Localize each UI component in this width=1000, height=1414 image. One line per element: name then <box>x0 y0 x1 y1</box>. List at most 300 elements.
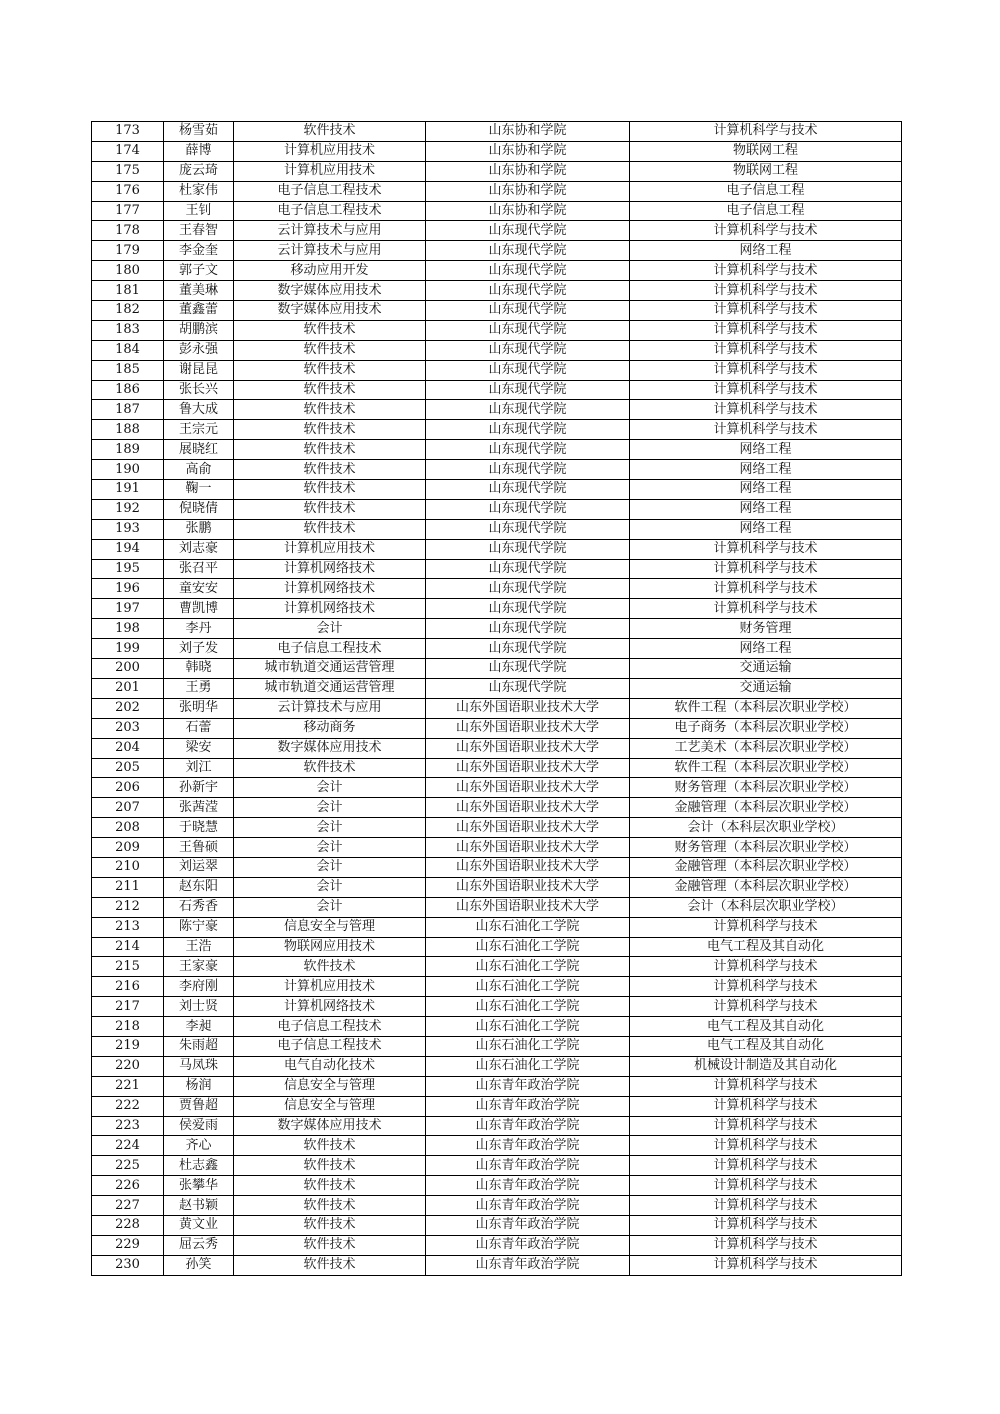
cell-undergraduate-school: 山东外国语职业技术大学 <box>426 877 630 897</box>
cell-vocational-major: 电子信息工程技术 <box>234 639 426 659</box>
table-row <box>92 340 902 360</box>
cell-serial-number: 181 <box>92 281 164 301</box>
cell-serial-number: 217 <box>92 997 164 1017</box>
table-row <box>92 838 902 858</box>
cell-undergraduate-major: 软件工程（本科层次职业学校） <box>630 758 902 778</box>
cell-serial-number: 186 <box>92 380 164 400</box>
table-row <box>92 738 902 758</box>
cell-student-name: 王浩 <box>164 937 234 957</box>
cell-undergraduate-major: 会计（本科层次职业学校） <box>630 818 902 838</box>
cell-student-name: 石秀香 <box>164 897 234 917</box>
cell-vocational-major: 计算机网络技术 <box>234 599 426 619</box>
cell-undergraduate-school: 山东现代学院 <box>426 499 630 519</box>
cell-undergraduate-major: 计算机科学与技术 <box>630 1196 902 1216</box>
cell-undergraduate-school: 山东外国语职业技术大学 <box>426 738 630 758</box>
table-row <box>92 1056 902 1076</box>
admission-roster-table <box>91 121 902 1276</box>
cell-vocational-major: 软件技术 <box>234 380 426 400</box>
table-row <box>92 320 902 340</box>
cell-student-name: 曹凯博 <box>164 599 234 619</box>
cell-undergraduate-major: 计算机科学与技术 <box>630 957 902 977</box>
cell-serial-number: 179 <box>92 241 164 261</box>
cell-undergraduate-school: 山东现代学院 <box>426 460 630 480</box>
cell-vocational-major: 数字媒体应用技术 <box>234 738 426 758</box>
table-row <box>92 579 902 599</box>
cell-undergraduate-school: 山东石油化工学院 <box>426 937 630 957</box>
cell-undergraduate-school: 山东石油化工学院 <box>426 1036 630 1056</box>
cell-serial-number: 188 <box>92 420 164 440</box>
cell-vocational-major: 软件技术 <box>234 340 426 360</box>
cell-vocational-major: 计算机应用技术 <box>234 977 426 997</box>
cell-vocational-major: 电子信息工程技术 <box>234 1017 426 1037</box>
cell-serial-number: 227 <box>92 1196 164 1216</box>
cell-undergraduate-major: 电子商务（本科层次职业学校） <box>630 718 902 738</box>
cell-serial-number: 174 <box>92 141 164 161</box>
cell-serial-number: 199 <box>92 639 164 659</box>
cell-vocational-major: 会计 <box>234 778 426 798</box>
cell-student-name: 董鑫蕾 <box>164 301 234 321</box>
table-row <box>92 798 902 818</box>
cell-undergraduate-major: 交通运输 <box>630 678 902 698</box>
cell-student-name: 李府刚 <box>164 977 234 997</box>
cell-undergraduate-major: 财务管理（本科层次职业学校） <box>630 778 902 798</box>
cell-undergraduate-major: 计算机科学与技术 <box>630 977 902 997</box>
cell-vocational-major: 城市轨道交通运营管理 <box>234 678 426 698</box>
cell-vocational-major: 数字媒体应用技术 <box>234 281 426 301</box>
cell-vocational-major: 软件技术 <box>234 1156 426 1176</box>
table-row <box>92 400 902 420</box>
cell-undergraduate-school: 山东青年政治学院 <box>426 1096 630 1116</box>
cell-serial-number: 229 <box>92 1235 164 1255</box>
table-row <box>92 141 902 161</box>
table-row <box>92 1036 902 1056</box>
cell-undergraduate-school: 山东石油化工学院 <box>426 997 630 1017</box>
cell-undergraduate-school: 山东青年政治学院 <box>426 1136 630 1156</box>
table-row <box>92 619 902 639</box>
cell-student-name: 李昶 <box>164 1017 234 1037</box>
cell-student-name: 鞠一 <box>164 480 234 500</box>
cell-undergraduate-school: 山东外国语职业技术大学 <box>426 857 630 877</box>
table-row <box>92 1116 902 1136</box>
cell-vocational-major: 信息安全与管理 <box>234 1096 426 1116</box>
cell-undergraduate-school: 山东现代学院 <box>426 659 630 679</box>
cell-serial-number: 206 <box>92 778 164 798</box>
cell-student-name: 杜家伟 <box>164 181 234 201</box>
cell-vocational-major: 软件技术 <box>234 499 426 519</box>
cell-undergraduate-major: 网络工程 <box>630 499 902 519</box>
cell-undergraduate-major: 计算机科学与技术 <box>630 1116 902 1136</box>
cell-undergraduate-major: 计算机科学与技术 <box>630 1215 902 1235</box>
cell-vocational-major: 会计 <box>234 897 426 917</box>
cell-vocational-major: 软件技术 <box>234 519 426 539</box>
cell-undergraduate-major: 计算机科学与技术 <box>630 1096 902 1116</box>
cell-vocational-major: 云计算技术与应用 <box>234 241 426 261</box>
cell-student-name: 张鹏 <box>164 519 234 539</box>
cell-undergraduate-school: 山东青年政治学院 <box>426 1176 630 1196</box>
cell-vocational-major: 电气自动化技术 <box>234 1056 426 1076</box>
cell-serial-number: 197 <box>92 599 164 619</box>
cell-student-name: 胡鹏滨 <box>164 320 234 340</box>
cell-vocational-major: 会计 <box>234 798 426 818</box>
cell-student-name: 朱雨超 <box>164 1036 234 1056</box>
cell-undergraduate-school: 山东石油化工学院 <box>426 1017 630 1037</box>
cell-vocational-major: 计算机应用技术 <box>234 539 426 559</box>
cell-undergraduate-school: 山东青年政治学院 <box>426 1255 630 1275</box>
roster-body <box>92 122 902 1276</box>
cell-serial-number: 222 <box>92 1096 164 1116</box>
table-row <box>92 1017 902 1037</box>
cell-serial-number: 224 <box>92 1136 164 1156</box>
cell-student-name: 孙新宇 <box>164 778 234 798</box>
table-row <box>92 1215 902 1235</box>
table-row <box>92 758 902 778</box>
table-row <box>92 122 902 142</box>
cell-student-name: 童安安 <box>164 579 234 599</box>
cell-undergraduate-major: 计算机科学与技术 <box>630 997 902 1017</box>
table-row <box>92 261 902 281</box>
cell-undergraduate-school: 山东协和学院 <box>426 161 630 181</box>
cell-undergraduate-major: 电气工程及其自动化 <box>630 1036 902 1056</box>
cell-student-name: 王钊 <box>164 201 234 221</box>
cell-serial-number: 189 <box>92 440 164 460</box>
cell-student-name: 张召平 <box>164 559 234 579</box>
cell-undergraduate-school: 山东外国语职业技术大学 <box>426 818 630 838</box>
cell-vocational-major: 数字媒体应用技术 <box>234 301 426 321</box>
cell-undergraduate-major: 网络工程 <box>630 241 902 261</box>
cell-vocational-major: 软件技术 <box>234 320 426 340</box>
cell-student-name: 王宗元 <box>164 420 234 440</box>
table-row <box>92 1136 902 1156</box>
cell-serial-number: 183 <box>92 320 164 340</box>
cell-vocational-major: 会计 <box>234 818 426 838</box>
cell-serial-number: 208 <box>92 818 164 838</box>
cell-serial-number: 218 <box>92 1017 164 1037</box>
cell-vocational-major: 软件技术 <box>234 1215 426 1235</box>
cell-undergraduate-school: 山东现代学院 <box>426 261 630 281</box>
cell-undergraduate-major: 计算机科学与技术 <box>630 1176 902 1196</box>
cell-serial-number: 225 <box>92 1156 164 1176</box>
cell-undergraduate-school: 山东现代学院 <box>426 480 630 500</box>
cell-undergraduate-major: 计算机科学与技术 <box>630 420 902 440</box>
cell-undergraduate-school: 山东现代学院 <box>426 221 630 241</box>
cell-serial-number: 230 <box>92 1255 164 1275</box>
cell-student-name: 贾鲁超 <box>164 1096 234 1116</box>
cell-serial-number: 202 <box>92 698 164 718</box>
cell-serial-number: 182 <box>92 301 164 321</box>
cell-undergraduate-major: 计算机科学与技术 <box>630 360 902 380</box>
cell-student-name: 王春智 <box>164 221 234 241</box>
cell-student-name: 陈宁豪 <box>164 917 234 937</box>
table-row <box>92 1176 902 1196</box>
cell-undergraduate-school: 山东现代学院 <box>426 519 630 539</box>
cell-undergraduate-school: 山东现代学院 <box>426 559 630 579</box>
cell-undergraduate-major: 计算机科学与技术 <box>630 539 902 559</box>
cell-undergraduate-major: 机械设计制造及其自动化 <box>630 1056 902 1076</box>
cell-undergraduate-school: 山东石油化工学院 <box>426 1056 630 1076</box>
table-row <box>92 937 902 957</box>
cell-serial-number: 212 <box>92 897 164 917</box>
cell-undergraduate-major: 网络工程 <box>630 460 902 480</box>
cell-serial-number: 228 <box>92 1215 164 1235</box>
table-row <box>92 957 902 977</box>
cell-undergraduate-major: 计算机科学与技术 <box>630 380 902 400</box>
cell-undergraduate-major: 财务管理 <box>630 619 902 639</box>
cell-vocational-major: 城市轨道交通运营管理 <box>234 659 426 679</box>
table-row <box>92 997 902 1017</box>
cell-student-name: 刘江 <box>164 758 234 778</box>
table-row <box>92 977 902 997</box>
cell-serial-number: 220 <box>92 1056 164 1076</box>
cell-student-name: 张攀华 <box>164 1176 234 1196</box>
cell-undergraduate-school: 山东青年政治学院 <box>426 1156 630 1176</box>
table-row <box>92 659 902 679</box>
cell-undergraduate-major: 物联网工程 <box>630 161 902 181</box>
table-row <box>92 301 902 321</box>
cell-vocational-major: 软件技术 <box>234 1235 426 1255</box>
table-row <box>92 599 902 619</box>
cell-undergraduate-major: 计算机科学与技术 <box>630 1156 902 1176</box>
cell-student-name: 杨润 <box>164 1076 234 1096</box>
cell-undergraduate-major: 网络工程 <box>630 519 902 539</box>
cell-undergraduate-major: 金融管理（本科层次职业学校） <box>630 877 902 897</box>
table-row <box>92 519 902 539</box>
cell-undergraduate-major: 计算机科学与技术 <box>630 320 902 340</box>
cell-serial-number: 200 <box>92 659 164 679</box>
cell-student-name: 梁安 <box>164 738 234 758</box>
cell-serial-number: 196 <box>92 579 164 599</box>
table-row <box>92 380 902 400</box>
table-row <box>92 778 902 798</box>
cell-vocational-major: 软件技术 <box>234 1255 426 1275</box>
cell-student-name: 赵东阳 <box>164 877 234 897</box>
cell-undergraduate-school: 山东协和学院 <box>426 181 630 201</box>
cell-undergraduate-major: 计算机科学与技术 <box>630 221 902 241</box>
table-row <box>92 1196 902 1216</box>
cell-undergraduate-major: 计算机科学与技术 <box>630 1255 902 1275</box>
table-row <box>92 221 902 241</box>
cell-serial-number: 210 <box>92 857 164 877</box>
cell-undergraduate-major: 计算机科学与技术 <box>630 261 902 281</box>
cell-undergraduate-school: 山东石油化工学院 <box>426 957 630 977</box>
cell-student-name: 高俞 <box>164 460 234 480</box>
cell-student-name: 赵书颖 <box>164 1196 234 1216</box>
cell-student-name: 齐心 <box>164 1136 234 1156</box>
cell-serial-number: 185 <box>92 360 164 380</box>
cell-vocational-major: 会计 <box>234 857 426 877</box>
cell-undergraduate-major: 电气工程及其自动化 <box>630 937 902 957</box>
cell-student-name: 倪晓倩 <box>164 499 234 519</box>
cell-undergraduate-major: 交通运输 <box>630 659 902 679</box>
cell-vocational-major: 计算机网络技术 <box>234 579 426 599</box>
cell-undergraduate-major: 会计（本科层次职业学校） <box>630 897 902 917</box>
cell-vocational-major: 会计 <box>234 619 426 639</box>
cell-vocational-major: 计算机网络技术 <box>234 997 426 1017</box>
cell-undergraduate-major: 计算机科学与技术 <box>630 1076 902 1096</box>
cell-undergraduate-school: 山东现代学院 <box>426 420 630 440</box>
cell-student-name: 于晓慧 <box>164 818 234 838</box>
table-row <box>92 698 902 718</box>
table-row <box>92 161 902 181</box>
table-row <box>92 559 902 579</box>
cell-serial-number: 221 <box>92 1076 164 1096</box>
cell-student-name: 杨雪茹 <box>164 122 234 142</box>
cell-student-name: 彭永强 <box>164 340 234 360</box>
cell-serial-number: 175 <box>92 161 164 181</box>
cell-student-name: 刘子发 <box>164 639 234 659</box>
table-row <box>92 818 902 838</box>
cell-vocational-major: 电子信息工程技术 <box>234 201 426 221</box>
cell-vocational-major: 云计算技术与应用 <box>234 221 426 241</box>
cell-vocational-major: 软件技术 <box>234 400 426 420</box>
cell-undergraduate-school: 山东现代学院 <box>426 241 630 261</box>
cell-undergraduate-school: 山东现代学院 <box>426 320 630 340</box>
cell-vocational-major: 物联网应用技术 <box>234 937 426 957</box>
cell-serial-number: 190 <box>92 460 164 480</box>
cell-undergraduate-major: 计算机科学与技术 <box>630 599 902 619</box>
cell-vocational-major: 电子信息工程技术 <box>234 1036 426 1056</box>
cell-serial-number: 204 <box>92 738 164 758</box>
cell-undergraduate-school: 山东外国语职业技术大学 <box>426 798 630 818</box>
cell-student-name: 刘运翠 <box>164 857 234 877</box>
table-row <box>92 201 902 221</box>
cell-serial-number: 187 <box>92 400 164 420</box>
cell-vocational-major: 信息安全与管理 <box>234 917 426 937</box>
cell-undergraduate-major: 计算机科学与技术 <box>630 281 902 301</box>
cell-serial-number: 173 <box>92 122 164 142</box>
table-row <box>92 877 902 897</box>
cell-undergraduate-school: 山东外国语职业技术大学 <box>426 897 630 917</box>
cell-vocational-major: 计算机应用技术 <box>234 161 426 181</box>
cell-undergraduate-school: 山东现代学院 <box>426 281 630 301</box>
cell-student-name: 郭子文 <box>164 261 234 281</box>
cell-student-name: 展晓红 <box>164 440 234 460</box>
table-row <box>92 539 902 559</box>
cell-serial-number: 219 <box>92 1036 164 1056</box>
cell-student-name: 张长兴 <box>164 380 234 400</box>
cell-vocational-major: 计算机应用技术 <box>234 141 426 161</box>
cell-undergraduate-school: 山东现代学院 <box>426 340 630 360</box>
table-row <box>92 241 902 261</box>
cell-student-name: 董美琳 <box>164 281 234 301</box>
cell-undergraduate-school: 山东现代学院 <box>426 539 630 559</box>
cell-serial-number: 195 <box>92 559 164 579</box>
cell-student-name: 屈云秀 <box>164 1235 234 1255</box>
cell-vocational-major: 会计 <box>234 877 426 897</box>
cell-student-name: 鲁大成 <box>164 400 234 420</box>
cell-serial-number: 178 <box>92 221 164 241</box>
cell-serial-number: 201 <box>92 678 164 698</box>
cell-undergraduate-major: 计算机科学与技术 <box>630 559 902 579</box>
cell-student-name: 黄文业 <box>164 1215 234 1235</box>
cell-undergraduate-major: 计算机科学与技术 <box>630 1235 902 1255</box>
cell-undergraduate-major: 计算机科学与技术 <box>630 400 902 420</box>
cell-vocational-major: 移动商务 <box>234 718 426 738</box>
cell-vocational-major: 软件技术 <box>234 460 426 480</box>
table-row <box>92 480 902 500</box>
table-row <box>92 639 902 659</box>
cell-undergraduate-major: 计算机科学与技术 <box>630 1136 902 1156</box>
cell-undergraduate-major: 计算机科学与技术 <box>630 340 902 360</box>
cell-undergraduate-school: 山东外国语职业技术大学 <box>426 718 630 738</box>
cell-student-name: 王勇 <box>164 678 234 698</box>
cell-undergraduate-major: 网络工程 <box>630 440 902 460</box>
table-row <box>92 1076 902 1096</box>
cell-undergraduate-school: 山东现代学院 <box>426 599 630 619</box>
table-row <box>92 420 902 440</box>
cell-serial-number: 209 <box>92 838 164 858</box>
cell-student-name: 刘志豪 <box>164 539 234 559</box>
cell-undergraduate-school: 山东现代学院 <box>426 639 630 659</box>
cell-student-name: 韩晓 <box>164 659 234 679</box>
table-row <box>92 1255 902 1275</box>
cell-undergraduate-major: 计算机科学与技术 <box>630 917 902 937</box>
table-row <box>92 499 902 519</box>
cell-student-name: 杜志鑫 <box>164 1156 234 1176</box>
cell-serial-number: 216 <box>92 977 164 997</box>
cell-undergraduate-school: 山东现代学院 <box>426 380 630 400</box>
cell-undergraduate-major: 金融管理（本科层次职业学校） <box>630 798 902 818</box>
cell-student-name: 张茜滢 <box>164 798 234 818</box>
cell-student-name: 孙笑 <box>164 1255 234 1275</box>
cell-student-name: 石蕾 <box>164 718 234 738</box>
cell-student-name: 侯爱雨 <box>164 1116 234 1136</box>
cell-serial-number: 177 <box>92 201 164 221</box>
table-row <box>92 1235 902 1255</box>
cell-undergraduate-school: 山东协和学院 <box>426 201 630 221</box>
cell-undergraduate-school: 山东外国语职业技术大学 <box>426 778 630 798</box>
cell-vocational-major: 软件技术 <box>234 420 426 440</box>
cell-undergraduate-school: 山东现代学院 <box>426 440 630 460</box>
cell-vocational-major: 移动应用开发 <box>234 261 426 281</box>
table-row <box>92 678 902 698</box>
cell-serial-number: 211 <box>92 877 164 897</box>
cell-undergraduate-school: 山东现代学院 <box>426 301 630 321</box>
table-row <box>92 1156 902 1176</box>
cell-serial-number: 184 <box>92 340 164 360</box>
cell-serial-number: 207 <box>92 798 164 818</box>
cell-undergraduate-school: 山东青年政治学院 <box>426 1116 630 1136</box>
cell-vocational-major: 软件技术 <box>234 480 426 500</box>
cell-serial-number: 193 <box>92 519 164 539</box>
cell-vocational-major: 计算机网络技术 <box>234 559 426 579</box>
cell-undergraduate-school: 山东现代学院 <box>426 678 630 698</box>
cell-serial-number: 214 <box>92 937 164 957</box>
table-row <box>92 857 902 877</box>
cell-vocational-major: 会计 <box>234 838 426 858</box>
cell-serial-number: 205 <box>92 758 164 778</box>
cell-vocational-major: 电子信息工程技术 <box>234 181 426 201</box>
cell-undergraduate-school: 山东外国语职业技术大学 <box>426 838 630 858</box>
table-row <box>92 281 902 301</box>
cell-undergraduate-major: 软件工程（本科层次职业学校） <box>630 698 902 718</box>
cell-undergraduate-school: 山东石油化工学院 <box>426 917 630 937</box>
cell-student-name: 薛博 <box>164 141 234 161</box>
cell-vocational-major: 软件技术 <box>234 440 426 460</box>
cell-vocational-major: 软件技术 <box>234 1136 426 1156</box>
cell-serial-number: 213 <box>92 917 164 937</box>
cell-undergraduate-major: 财务管理（本科层次职业学校） <box>630 838 902 858</box>
cell-vocational-major: 软件技术 <box>234 360 426 380</box>
cell-vocational-major: 软件技术 <box>234 758 426 778</box>
cell-undergraduate-school: 山东青年政治学院 <box>426 1215 630 1235</box>
cell-serial-number: 176 <box>92 181 164 201</box>
cell-undergraduate-major: 物联网工程 <box>630 141 902 161</box>
cell-student-name: 李丹 <box>164 619 234 639</box>
cell-vocational-major: 数字媒体应用技术 <box>234 1116 426 1136</box>
cell-serial-number: 191 <box>92 480 164 500</box>
cell-vocational-major: 信息安全与管理 <box>234 1076 426 1096</box>
cell-undergraduate-school: 山东现代学院 <box>426 619 630 639</box>
